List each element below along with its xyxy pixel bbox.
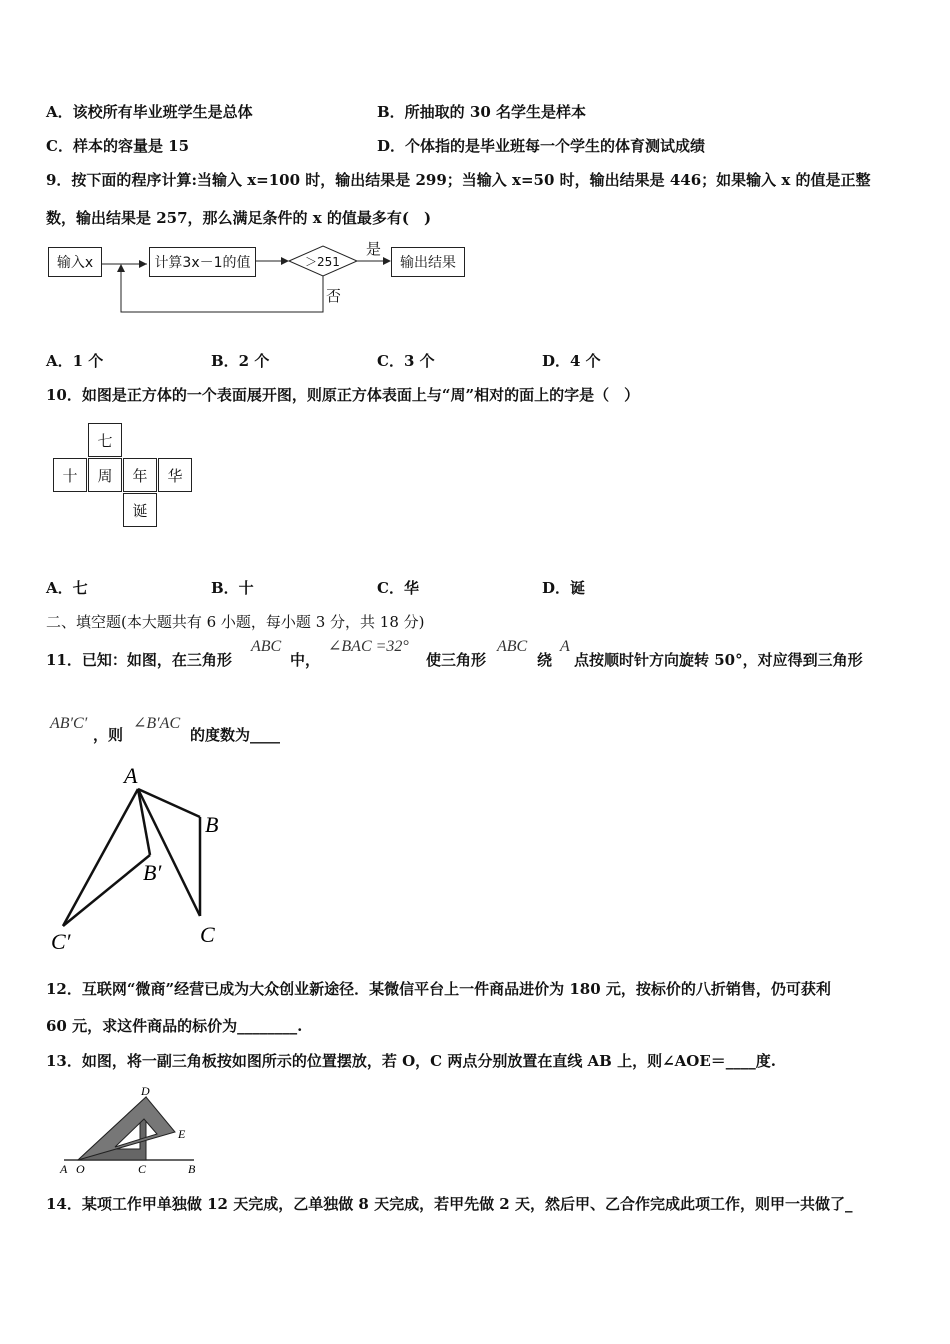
- flow-compute-box: 计算3x－1的值: [149, 247, 256, 277]
- fig11-label-b-prime: B′: [143, 860, 162, 885]
- q12-stem-line1: 12．互联网“微商”经营已成为大众创业新途径．某微信平台上一件商品进价为 180 元，按标价的八折销售，仍可获利: [46, 980, 831, 998]
- flow-no-label: 否: [326, 287, 342, 305]
- q9-stem-line1: 9．按下面的程序计算:当输入 x=100 时，输出结果是 299；当输入 x=50 时，输出结果是 446；如果输入 x 的值是正整: [46, 171, 871, 189]
- q11-math-tri: AB′C′: [50, 715, 88, 732]
- net-face-right1: 年: [123, 458, 157, 492]
- q12-stem-line2: 60 元，求这件商品的标价为________.: [46, 1017, 303, 1035]
- q8-option-d: D．个体指的是毕业班每一个学生的体育测试成绩: [377, 137, 706, 155]
- q10-option-c: C．华: [377, 579, 419, 597]
- q10-option-d: D．诞: [542, 579, 586, 597]
- q13-stem: 13．如图，将一副三角板按如图所示的位置摆放，若 O，C 两点分别放置在直线 AB 上，则∠AOE＝____度.: [46, 1052, 777, 1070]
- flow-input-box: 输入x: [48, 247, 102, 277]
- fig13-label-c: C: [138, 1162, 147, 1176]
- q9-option-b: B．2 个: [211, 352, 270, 370]
- fig11-label-c: C: [200, 922, 215, 947]
- net-face-bottom: 诞: [123, 493, 157, 527]
- fig13-label-a: A: [60, 1162, 68, 1176]
- section-fill-in-heading: 二、填空题(本大题共有 6 小题，每小题 3 分，共 18 分): [46, 613, 425, 631]
- fig13-label-o: O: [76, 1162, 85, 1176]
- net-face-left: 十: [53, 458, 87, 492]
- q11-text-7: 的度数为____: [190, 726, 281, 744]
- q10-option-b: B．十: [211, 579, 254, 597]
- q11-math-angle-2: ∠B′AC: [133, 715, 181, 732]
- q8-option-b: B．所抽取的 30 名学生是样本: [377, 103, 586, 121]
- q10-stem: 10．如图是正方体的一个表面展开图，则原正方体表面上与“周”相对的面上的字是（ ）: [46, 386, 640, 404]
- q11-text-3: 使三角形: [426, 651, 487, 669]
- fig13-label-d: D: [141, 1084, 150, 1098]
- q10-option-a: A．七: [46, 579, 88, 597]
- q11-text-1: 11．已知：如图，在三角形: [46, 651, 232, 669]
- q11-math-abc: ABC: [251, 638, 282, 655]
- q9-option-c: C．3 个: [377, 352, 435, 370]
- q11-math-angle: ∠BAC =32°: [328, 638, 409, 655]
- q8-option-a: A．该校所有毕业班学生是总体: [46, 103, 253, 121]
- q9-stem-line2: 数，输出结果是 257，那么满足条件的 x 的值最多有( ): [46, 209, 432, 227]
- fig13-label-b: B: [188, 1162, 196, 1176]
- net-face-right2: 华: [158, 458, 192, 492]
- flow-output-box: 输出结果: [391, 247, 465, 277]
- q11-math-point-a: A: [560, 638, 570, 655]
- flow-yes-label: 是: [366, 240, 382, 258]
- q14-stem: 14．某项工作甲单独做 12 天完成，乙单独做 8 天完成，若甲先做 2 天，然后甲、乙合作完成此项工作，则甲一共做了_: [46, 1195, 853, 1213]
- q8-option-c: C．样本的容量是 15: [46, 137, 190, 155]
- fig13-label-e: E: [178, 1127, 186, 1141]
- fig11-label-b: B: [205, 812, 219, 837]
- q11-text-4: 绕: [537, 651, 553, 669]
- fig11-label-a: A: [124, 763, 138, 788]
- q11-math-abc-2: ABC: [497, 638, 528, 655]
- q9-option-d: D．4 个: [542, 352, 601, 370]
- q11-text-2: 中，: [290, 651, 321, 669]
- q9-option-a: A．1 个: [46, 352, 104, 370]
- net-face-center: 周: [88, 458, 122, 492]
- q11-text-5: 点按顺时针方向旋转 50°，对应得到三角形: [574, 651, 863, 669]
- fig11-label-c-prime: C′: [51, 929, 71, 954]
- q11-text-6: ，则: [93, 726, 124, 744]
- flow-condition-label: ＞251: [305, 255, 340, 269]
- net-face-top: 七: [88, 423, 122, 457]
